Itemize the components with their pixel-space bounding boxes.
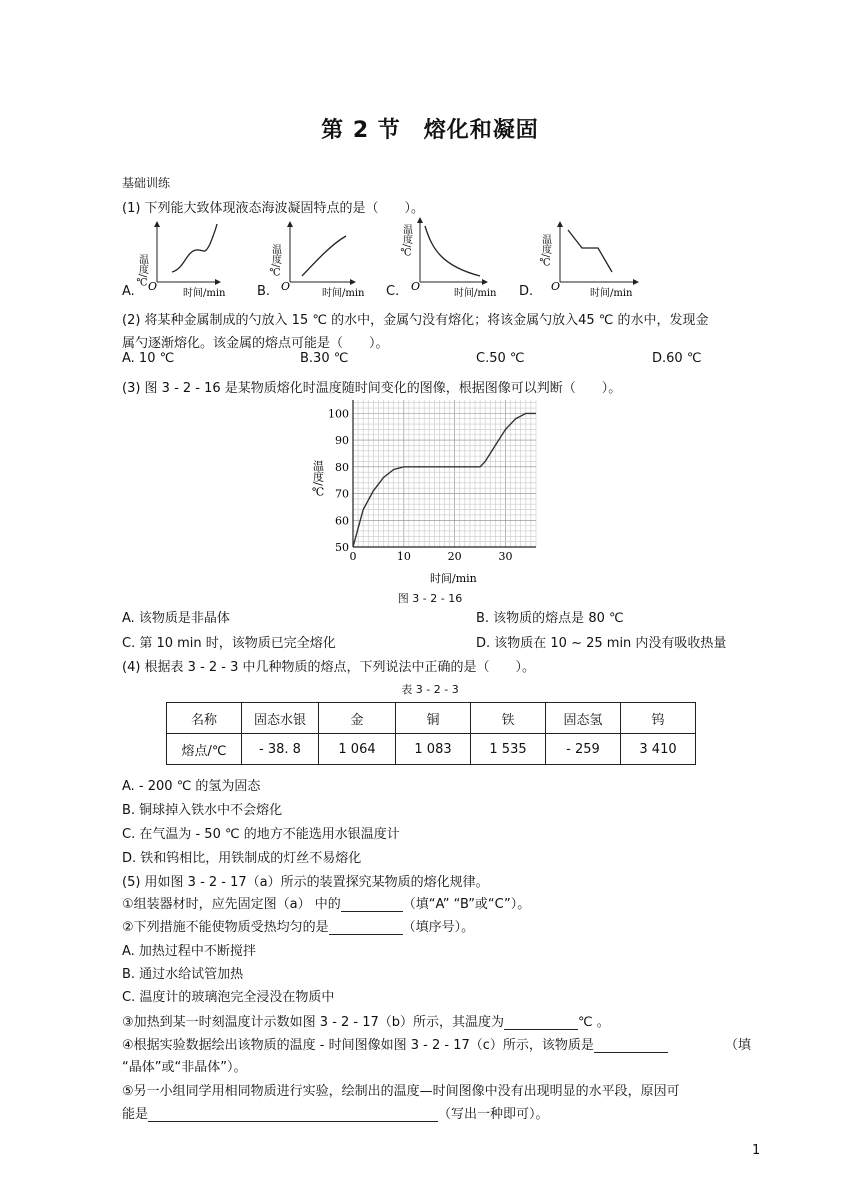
q4-option-c: C. 在气温为 - 50 ℃ 的地方不能选用水银温度计 [122,827,400,842]
q5-sub4-line2: “晶体”或“非晶体”）。 [122,1060,247,1075]
y-tick-label: 90 [335,434,349,448]
table-cell: 1 535 [471,734,546,765]
q1-option-b: B. [257,284,271,299]
q4-option-d: D. 铁和钨相比，用铁制成的灯丝不易熔化 [122,851,362,866]
x-tick-label: 0 [349,550,357,563]
q1-option-a: A. [122,284,135,299]
table-cell: - 38. 8 [242,734,319,765]
q4-option-b: B. 铜球掉入铁水中不会熔化 [122,803,283,818]
y-tick-label: 70 [335,487,349,501]
graph-a-ylabel: 温度/℃ [136,254,148,289]
table-row [167,734,696,765]
q4-stem: (4) 根据表 3 - 2 - 3 中几种物质的熔点，下列说法中正确的是（ ）。 [122,660,536,675]
q2-option-b: B.30 ℃ [300,351,349,366]
q5-sub3: ③加热到某一时刻温度计示数如图 3 - 2 - 17（b）所示，其温度为 ℃ 。 [122,1015,610,1030]
x-tick-label: 20 [447,550,462,563]
melting-chart [300,392,550,590]
svg-text:O: O [148,280,158,293]
answer-blank-1[interactable] [341,897,403,912]
table-header-cell: 铜 [396,703,471,734]
chart-y-label: 温度/℃ [311,460,325,499]
melting-point-table [166,702,696,765]
table-cell: 1 083 [396,734,471,765]
svg-text:时间/min: 时间/min [322,288,365,299]
q5-sub5-line2: 能是 （写出一种即可）。 [122,1107,549,1122]
page-number: 1 [752,1143,761,1158]
chart-x-label: 时间/min [430,572,477,585]
q5-sub2-option-b: B. 通过水给试管加热 [122,967,244,982]
table-cell: - 259 [546,734,621,765]
table-header-row [167,703,696,734]
table-header-cell: 钨 [621,703,696,734]
table-cell: 1 064 [319,734,396,765]
graph-a [136,222,226,299]
answer-blank-2[interactable] [329,920,403,935]
answer-blank-4[interactable] [594,1038,668,1053]
svg-text:O: O [411,280,421,293]
table-header-cell: 名称 [167,703,242,734]
table-header-cell: 铁 [471,703,546,734]
x-tick-label: 30 [498,550,513,563]
q3-option-c: C. 第 10 min 时，该物质已完全熔化 [122,636,336,651]
table-cell: 3 410 [621,734,696,765]
svg-text:O: O [281,280,291,293]
q2-option-c: C.50 ℃ [476,351,525,366]
answer-blank-3[interactable] [504,1015,578,1030]
graph-b-ylabel: 温度/℃ [269,244,281,279]
y-tick-label: 80 [335,460,349,474]
chart-y-ticks [328,407,349,554]
svg-text:时间/min: 时间/min [454,288,497,299]
q3-option-a: A. 该物质是非晶体 [122,611,230,626]
q3-option-d: D. 该物质在 10 ~ 25 min 内没有吸收热量 [476,636,727,651]
table-header-cell: 固态氢 [546,703,621,734]
graph-d-ylabel: 温度/℃ [539,234,551,269]
graph-c [400,218,497,299]
answer-blank-5[interactable] [148,1107,438,1122]
svg-text:时间/min: 时间/min [590,288,633,299]
graph-b [269,222,365,299]
q5-sub4-tail: （填 [725,1038,752,1053]
svg-text:O: O [551,280,561,293]
q5-stem: (5) 用如图 3 - 2 - 17（a）所示的装置探究某物质的熔化规律。 [122,875,489,890]
graph-c-ylabel: 温度/℃ [400,224,412,259]
page-title: 第 2 节 熔化和凝固 [321,118,539,143]
section-label: 基础训练 [122,176,171,190]
q3-option-b: B. 该物质的熔点是 80 ℃ [476,611,624,626]
q1-option-d: D. [519,284,534,299]
q5-sub1: ①组装器材时，应先固定图（a） 中的 （填“A” “B”或“C”）。 [122,897,531,912]
q5-sub2-option-a: A. 加热过程中不断搅拌 [122,944,256,959]
x-tick-label: 10 [396,550,411,563]
chart-grid [353,400,536,547]
q5-sub4-line1: ④根据实验数据绘出该物质的温度 - 时间图像如图 3 - 2 - 17（c）所示，该物质是 [122,1034,668,1053]
q5-sub2: ②下列措施不能使物质受热均匀的是 （填序号）。 [122,920,475,935]
table-header-cell: 金 [319,703,396,734]
y-tick-label: 50 [335,541,349,554]
q2-stem-line1: (2) 将某种金属制成的勺放入 15 ℃ 的水中，金属勺没有熔化；将该金属勺放入45 ℃ 的水中，发现金 [122,313,709,328]
q1-option-c: C. [386,284,400,299]
graph-d [539,222,638,299]
q4-option-a: A. - 200 ℃ 的氢为固态 [122,779,261,794]
q3-stem: (3) 图 3 - 2 - 16 是某物质熔化时温度随时间变化的图像，根据图像可以判断（ ）。 [122,381,622,396]
q1-stem: (1) 下列能大致体现液态海波凝固特点的是（ ）。 [122,201,425,216]
table-cell: 熔点/℃ [167,734,242,765]
q3-figure-caption: 图 3 - 2 - 16 [397,592,463,605]
y-tick-label: 100 [328,407,349,421]
q2-stem-line2: 属勺逐渐熔化。该金属的熔点可能是（ ）。 [122,336,389,351]
q2-option-a: A. 10 ℃ [122,351,175,366]
svg-text:时间/min: 时间/min [183,288,226,299]
q4-table-caption: 表 3 - 2 - 3 [401,683,459,696]
q5-sub2-option-c: C. 温度计的玻璃泡完全浸没在物质中 [122,990,335,1005]
table-header-cell: 固态水银 [242,703,319,734]
q5-sub5-line1: ⑤另一小组同学用相同物质进行实验，绘制出的温度—时间图像中没有出现明显的水平段，原因可 [122,1084,680,1099]
chart-x-ticks [350,550,513,563]
y-tick-label: 60 [335,514,349,528]
q2-option-d: D.60 ℃ [652,351,702,366]
